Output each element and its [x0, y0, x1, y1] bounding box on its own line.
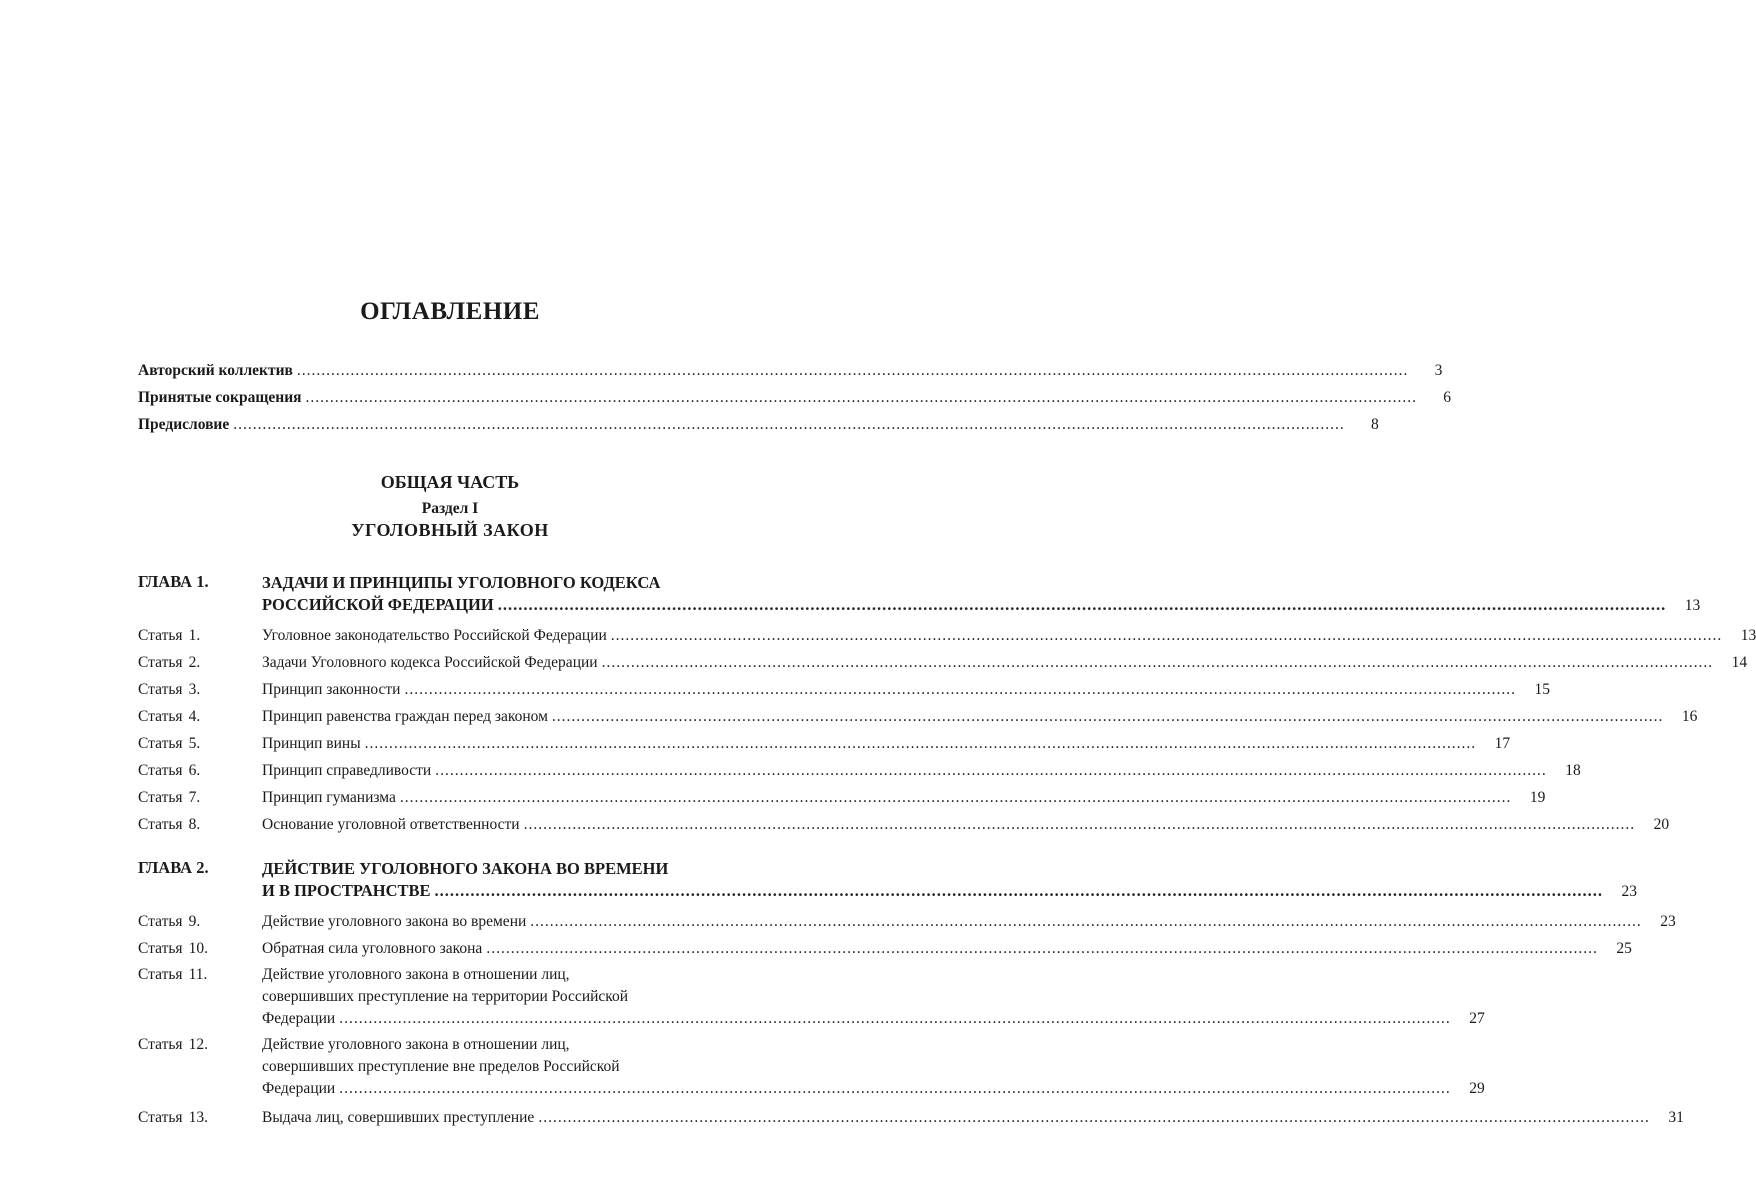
dot-leader — [611, 622, 1723, 649]
toc-entry-preface[interactable] — [138, 416, 1379, 443]
toc-entry-article-6[interactable] — [138, 757, 1581, 784]
toc-entry-article-4[interactable] — [138, 703, 1698, 730]
dot-leader — [435, 757, 1547, 784]
article-title: Принцип справедливости — [262, 762, 432, 779]
section-title: УГОЛОВНЫЙ ЗАКОН — [351, 520, 549, 540]
dot-leader — [306, 389, 1418, 407]
toc-entry-article-13[interactable] — [138, 1104, 1684, 1131]
page-number: 13 — [1684, 597, 1701, 614]
article-number: 8. — [188, 816, 201, 833]
dot-leader — [498, 594, 1667, 616]
page-number: 8 — [1371, 416, 1379, 433]
chapter-label: ГЛАВА 1. — [138, 572, 209, 591]
article-number: 11. — [188, 966, 208, 983]
article-title: Основание уголовной ответственности — [262, 816, 520, 833]
dot-leader — [233, 416, 1345, 434]
page-number: 27 — [1469, 1010, 1485, 1027]
article-title: Выдача лиц, совершивших преступление — [262, 1109, 535, 1126]
chapter-title-line: ДЕЙСТВИЕ УГОЛОВНОГО ЗАКОНА ВО ВРЕМЕНИ — [262, 859, 669, 878]
article-word: Статья — [138, 681, 183, 698]
dot-leader — [538, 1104, 1650, 1131]
article-title-line: совершивших преступление на территории Российской — [262, 988, 629, 1005]
toc-entry-chapter-2[interactable] — [138, 858, 1638, 908]
page-number: 15 — [1534, 681, 1550, 698]
dot-leader — [486, 935, 1598, 962]
dot-leader — [339, 1078, 1451, 1100]
dot-leader — [602, 649, 1714, 676]
article-word: Статья — [138, 1036, 183, 1053]
article-number: 10. — [188, 940, 208, 957]
article-number: 5. — [188, 735, 201, 752]
article-title: Обратная сила уголовного закона — [262, 940, 483, 957]
page-number: 20 — [1653, 816, 1670, 833]
page-number: 16 — [1681, 708, 1698, 725]
article-word: Статья — [138, 789, 183, 806]
article-word: Статья — [138, 762, 183, 779]
chapter-title-line: И В ПРОСТРАНСТВЕ — [262, 881, 431, 900]
article-number: 4. — [188, 708, 201, 725]
article-title: Принцип равенства граждан перед законом — [262, 708, 548, 725]
page-number: 23 — [1621, 883, 1638, 900]
chapter-label: ГЛАВА 2. — [138, 858, 209, 877]
dot-leader — [339, 1008, 1451, 1030]
dot-leader — [552, 703, 1664, 730]
page-number: 29 — [1469, 1080, 1485, 1097]
toc-entry-article-3[interactable] — [138, 676, 1550, 703]
page-title: ОГЛАВЛЕНИЕ — [360, 298, 540, 325]
page-number: 6 — [1443, 389, 1452, 406]
toc-entry-authors[interactable] — [138, 362, 1443, 389]
page-number: 23 — [1660, 913, 1676, 930]
dot-leader — [400, 784, 1512, 811]
page-number: 17 — [1494, 735, 1511, 752]
chapter-title-line: РОССИЙСКОЙ ФЕДЕРАЦИИ — [262, 595, 494, 614]
toc-entry-article-11[interactable] — [138, 964, 1485, 1034]
toc-entry-article-5[interactable] — [138, 730, 1511, 757]
dot-leader — [530, 908, 1642, 935]
article-number: 13. — [188, 1109, 208, 1126]
toc-entry-article-10[interactable] — [138, 935, 1632, 962]
chapter-2-block — [138, 858, 1684, 1131]
article-number: 1. — [188, 627, 201, 644]
toc-entry-article-1[interactable] — [138, 622, 1756, 649]
toc-entry-article-9[interactable] — [138, 908, 1676, 935]
dot-leader — [297, 362, 1409, 380]
article-title-line: Федерации — [262, 1080, 336, 1097]
toc-entry-article-7[interactable] — [138, 784, 1546, 811]
entry-label: Предисловие — [138, 416, 230, 433]
article-number: 2. — [188, 654, 201, 671]
article-word: Статья — [138, 816, 183, 833]
dot-leader — [365, 730, 1477, 757]
article-word: Статья — [138, 735, 183, 752]
toc-entry-article-2[interactable] — [138, 649, 1748, 676]
article-word: Статья — [138, 966, 183, 983]
article-title-line: Действие уголовного закона в отношении лиц, — [262, 1036, 570, 1053]
front-matter-list — [138, 362, 1452, 443]
article-word: Статья — [138, 654, 183, 671]
toc-entry-article-8[interactable] — [138, 811, 1670, 838]
article-word: Статья — [138, 708, 183, 725]
article-number: 12. — [188, 1036, 208, 1053]
article-number: 7. — [188, 789, 201, 806]
toc-entry-chapter-1[interactable] — [138, 572, 1701, 622]
article-number: 9. — [188, 913, 201, 930]
article-title: Принцип законности — [262, 681, 401, 698]
entry-label: Принятые сокращения — [138, 389, 302, 406]
toc-entry-abbreviations[interactable] — [138, 389, 1452, 416]
article-title: Действие уголовного закона во времени — [262, 913, 527, 930]
part-title: ОБЩАЯ ЧАСТЬ — [380, 472, 520, 492]
article-number: 3. — [188, 681, 201, 698]
page-number: 18 — [1565, 762, 1581, 779]
page-number: 31 — [1668, 1109, 1684, 1126]
article-title: Задачи Уголовного кодекса Российской Федерации — [262, 654, 598, 671]
article-title: Уголовное законодательство Российской Федерации — [262, 627, 607, 644]
page-number: 19 — [1529, 789, 1546, 806]
page-number: 14 — [1731, 654, 1748, 671]
article-word: Статья — [138, 913, 183, 930]
dot-leader — [524, 811, 1636, 838]
chapter-title-line: ЗАДАЧИ И ПРИНЦИПЫ УГОЛОВНОГО КОДЕКСА — [262, 573, 661, 592]
page-number: 13 — [1740, 627, 1756, 644]
article-word: Статья — [138, 940, 183, 957]
entry-label: Авторский коллектив — [138, 362, 293, 379]
dot-leader — [435, 880, 1604, 902]
page-number: 25 — [1616, 940, 1632, 957]
article-title: Принцип гуманизма — [262, 789, 396, 806]
article-title-line: Федерации — [262, 1010, 336, 1027]
article-number: 6. — [188, 762, 201, 779]
article-title-line: Действие уголовного закона в отношении лиц, — [262, 966, 570, 983]
toc-entry-article-12[interactable] — [138, 1034, 1485, 1104]
article-title: Принцип вины — [262, 735, 361, 752]
article-word: Статья — [138, 627, 183, 644]
page-number: 3 — [1434, 362, 1443, 379]
article-title-line: совершивших преступление вне пределов Российской — [262, 1058, 620, 1075]
chapter-1-block — [138, 572, 1756, 838]
section-number: Раздел I — [421, 500, 479, 517]
dot-leader — [404, 676, 1516, 703]
article-word: Статья — [138, 1109, 183, 1126]
